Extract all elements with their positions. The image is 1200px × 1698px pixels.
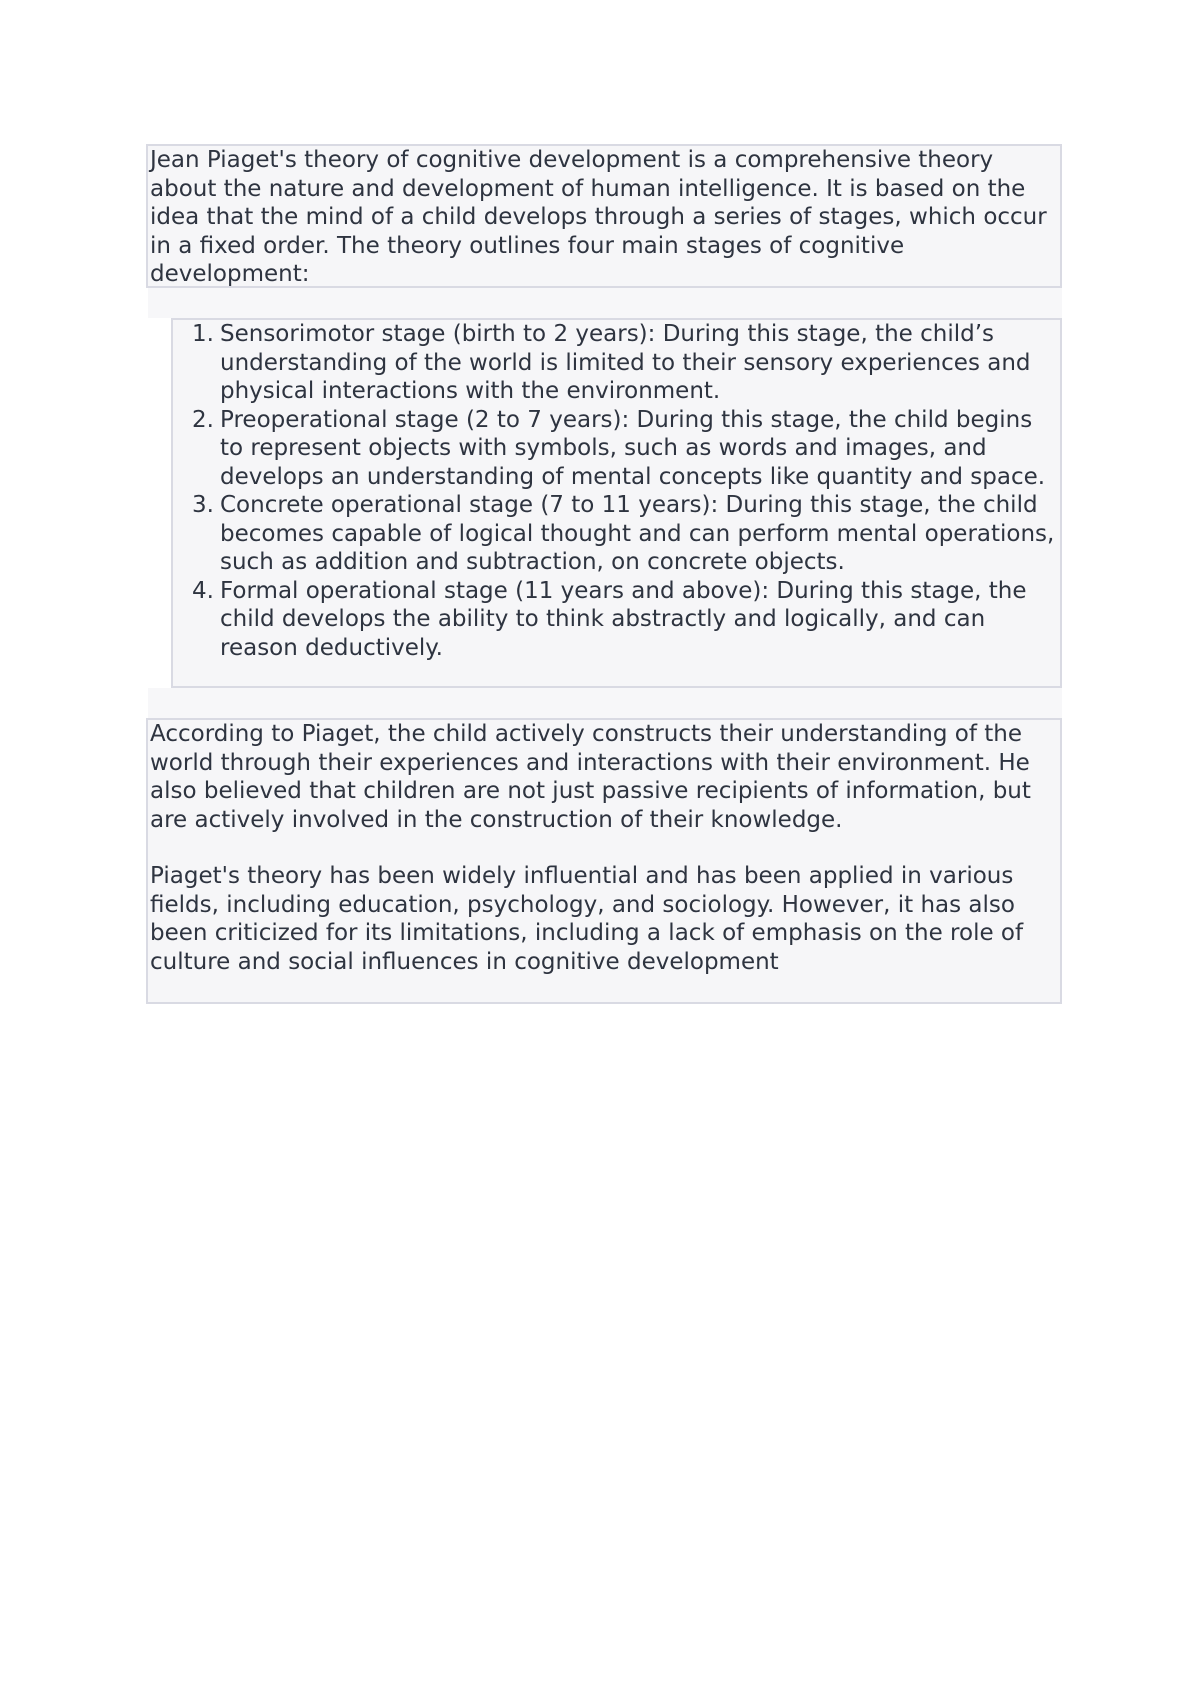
intro-paragraph: Jean Piaget's theory of cognitive development is a comprehensive theory about the nature and development of human intelligence. It is based on the idea that the mind of a child develops through a series of stages, which occur in a fixed order. The theory outlines four main stages of cognitive development: <box>150 147 1047 287</box>
spacer <box>148 288 1062 318</box>
stages-list <box>173 320 1060 662</box>
paragraph-spacer <box>148 834 1060 862</box>
list-item-text: Concrete operational stage (7 to 11 years): During this stage, the child becomes capable of logical thought and can perform mental operations, such as addition and subtraction, on concrete objects. <box>220 492 1055 575</box>
list-item <box>192 577 1060 663</box>
spacer <box>148 688 1062 718</box>
list-number: 4. <box>192 577 214 604</box>
list-item-text: Formal operational stage (11 years and above): During this stage, the child develops the ability to think abstractly and logically, and can reason deductively. <box>220 577 1027 661</box>
list-item <box>192 320 1060 406</box>
list-number: 1. <box>192 321 214 347</box>
list-item <box>192 406 1060 492</box>
stages-block <box>171 318 1062 688</box>
list-number: 3. <box>192 492 214 518</box>
conclusion-block <box>146 718 1062 1004</box>
conclusion-paragraph-1: According to Piaget, the child actively constructs their understanding of the world through their experiences and interactions with their environment. He also believed that children are not just passive recipients of information, but are actively involved in the construction of their knowledge. <box>150 721 1031 833</box>
list-number: 2. <box>192 406 214 433</box>
list-item-text: Preoperational stage (2 to 7 years): During this stage, the child begins to represent objects with symbols, such as words and images, and develops an understanding of mental concepts like quantity and space. <box>220 406 1046 490</box>
intro-block <box>146 144 1062 288</box>
list-item <box>192 491 1060 577</box>
document-body <box>146 144 1062 1004</box>
list-item-text: Sensorimotor stage (birth to 2 years): During this stage, the child’s understanding of the world is limited to their sensory experiences and physical interactions with the environment. <box>220 321 1031 404</box>
conclusion-paragraph-2: Piaget's theory has been widely influential and has been applied in various fields, including education, psychology, and sociology. However, it has also been criticized for its limitations, including a lack of emphasis on the role of culture and social influences in cognitive development <box>150 863 1024 975</box>
